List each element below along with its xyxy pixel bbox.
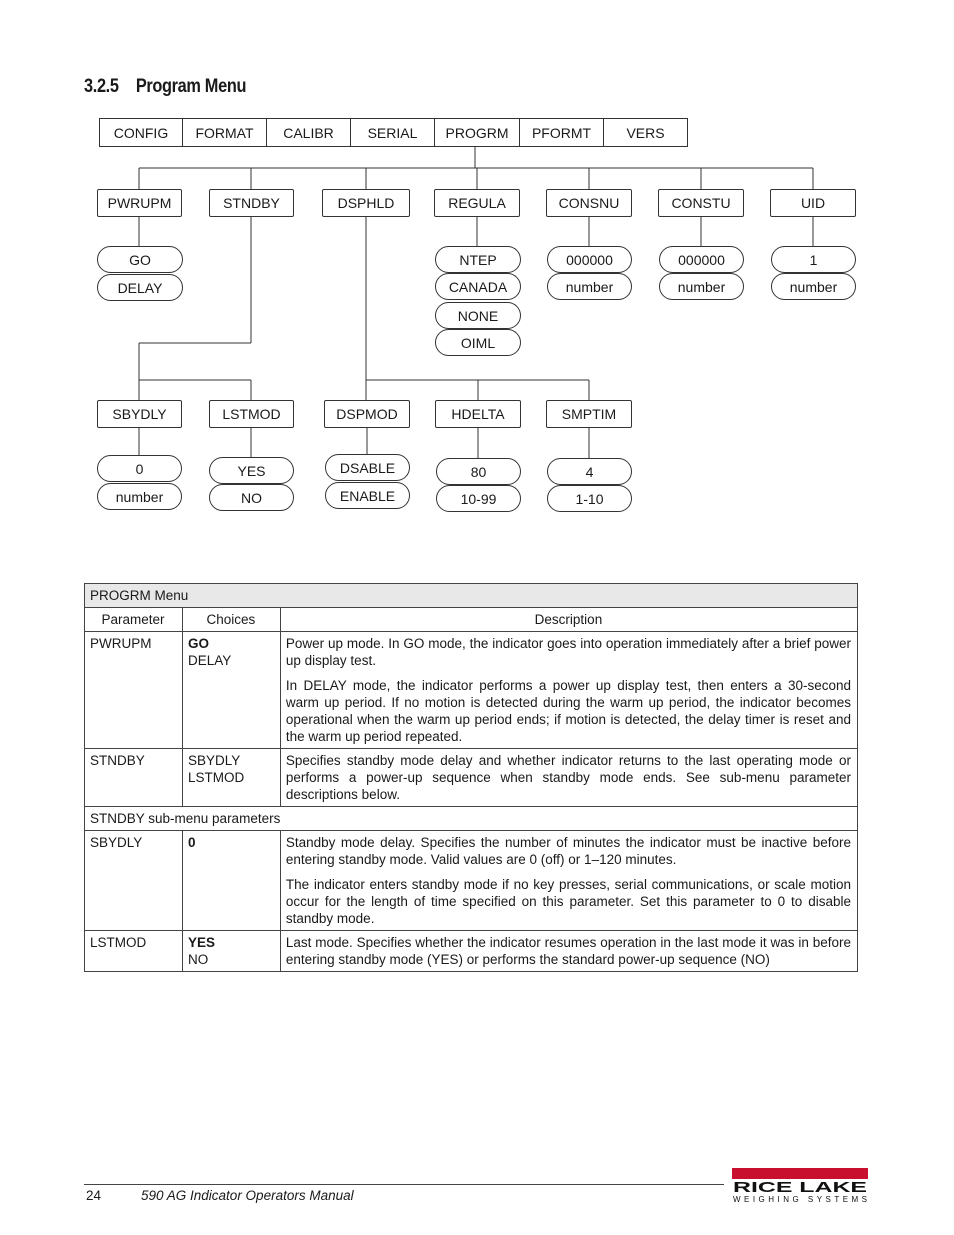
- choice-uid-range: number: [771, 273, 856, 300]
- choice: SBYDLY: [187, 753, 241, 768]
- choice-consnu-range: number: [547, 273, 632, 300]
- param-regula: REGULA: [434, 189, 520, 217]
- param-consnu: CONSNU: [546, 189, 632, 217]
- param-dspmod: DSPMOD: [324, 400, 410, 428]
- choice-lstmod-yes: YES: [209, 457, 294, 484]
- choice-constu-range: number: [659, 273, 744, 300]
- menu-tab-pformt: PFORMT: [520, 118, 604, 147]
- choice: NO: [187, 952, 209, 967]
- choice-pwrupm-go: GO: [97, 246, 183, 273]
- choices-cell: [182, 749, 280, 807]
- description-paragraph: Standby mode delay. Specifies the number of minutes the indicator must be inactive before entering standby mode. Valid values are 0 (off) or 1–120 minutes.: [285, 835, 851, 867]
- table-row: [85, 931, 858, 972]
- choice: DELAY: [187, 653, 232, 668]
- progrm-menu-table: [84, 583, 858, 972]
- footer-rule: [84, 1184, 724, 1185]
- choices-cell: [182, 831, 280, 931]
- choice-regula-canada: CANADA: [435, 273, 521, 300]
- menu-tab-calibr: CALIBR: [267, 118, 351, 147]
- table-row: [85, 831, 858, 931]
- page-number: 24: [86, 1188, 102, 1203]
- choice-constu-value: 000000: [659, 246, 744, 273]
- choice-regula-oiml: OIML: [435, 329, 521, 356]
- param-uid: UID: [770, 189, 856, 217]
- choice-hdelta-range: 10-99: [436, 485, 521, 512]
- description-cell: [280, 831, 857, 931]
- param-dsphld: DSPHLD: [322, 189, 410, 217]
- param-constu: CONSTU: [658, 189, 744, 217]
- logo-subtext: WEIGHING SYSTEMS: [733, 1195, 867, 1204]
- choice-sbydly-range: number: [97, 483, 182, 510]
- table-subheader: STNDBY sub-menu parameters: [85, 807, 858, 831]
- default-choice: YES: [187, 935, 215, 950]
- param-cell: STNDBY: [85, 749, 183, 807]
- section-title: Program Menu: [135, 76, 247, 97]
- description-cell: [280, 632, 857, 749]
- param-cell: LSTMOD: [85, 931, 183, 972]
- default-choice: 0: [187, 835, 196, 850]
- param-cell: SBYDLY: [85, 831, 183, 931]
- param-lstmod: LSTMOD: [209, 400, 294, 428]
- choice-consnu-value: 000000: [547, 246, 632, 273]
- menu-tab-progrm: PROGRM: [435, 118, 520, 147]
- menu-tab-serial: SERIAL: [351, 118, 435, 147]
- description-cell: [280, 931, 857, 972]
- document-title: 590 AG Indicator Operators Manual: [141, 1188, 354, 1203]
- description-paragraph: In DELAY mode, the indicator performs a power up display test, then enters a 30-second warm up period. If no motion is detected during the warm up period, the indicator becomes operational when the warm up period ends; if motion is detected, the delay timer is reset and the warm up period repeated.: [285, 678, 851, 744]
- column-header-description: Description: [280, 608, 857, 632]
- default-choice: GO: [187, 636, 209, 651]
- choice-dspmod-enable: ENABLE: [325, 482, 410, 509]
- table-title: PROGRM Menu: [85, 584, 858, 608]
- param-smptim: SMPTIM: [546, 400, 632, 428]
- choices-cell: [182, 632, 280, 749]
- menu-tab-vers: VERS: [604, 118, 688, 147]
- top-menu-row: [99, 118, 688, 147]
- choices-cell: [182, 931, 280, 972]
- param-hdelta: HDELTA: [435, 400, 521, 428]
- param-sbydly: SBYDLY: [97, 400, 182, 428]
- choice-sbydly-value: 0: [97, 455, 182, 482]
- choice-smptim-value: 4: [547, 458, 632, 485]
- choice-pwrupm-delay: DELAY: [97, 274, 183, 301]
- choice-regula-none: NONE: [435, 302, 521, 329]
- menu-tab-config: CONFIG: [99, 118, 183, 147]
- description-paragraph: Last mode. Specifies whether the indicator resumes operation in the last mode it was in before entering standby mode (YES) or performs the standard power-up sequence (NO): [285, 935, 851, 967]
- param-cell: PWRUPM: [85, 632, 183, 749]
- choice-regula-ntep: NTEP: [435, 246, 521, 273]
- column-header-parameter: Parameter: [85, 608, 183, 632]
- table-row: [85, 749, 858, 807]
- menu-tab-format: FORMAT: [183, 118, 267, 147]
- description-paragraph: Specifies standby mode delay and whether indicator returns to the last operating mode or performs a power-up sequence when standby mode ends. See sub-menu parameter descriptions below.: [285, 753, 851, 802]
- choice-hdelta-value: 80: [436, 458, 521, 485]
- program-menu-diagram: [0, 0, 954, 540]
- table-header-row: [85, 608, 858, 632]
- param-pwrupm: PWRUPM: [97, 189, 182, 217]
- description-paragraph: The indicator enters standby mode if no key presses, serial communications, or scale motion occur for the length of time specified on this parameter. Set this parameter to 0 to disable standby mode.: [285, 877, 851, 926]
- description-cell: [280, 749, 857, 807]
- choice-smptim-range: 1-10: [547, 485, 632, 512]
- param-stndby: STNDBY: [209, 189, 294, 217]
- logo-red-bar: [732, 1168, 868, 1179]
- choice-lstmod-no: NO: [209, 484, 294, 511]
- table-row: [85, 632, 858, 749]
- choice-uid-value: 1: [771, 246, 856, 273]
- choice: LSTMOD: [187, 770, 245, 785]
- logo-wordmark: RICE LAKE: [733, 1179, 867, 1196]
- table-subheader-row: [85, 807, 858, 831]
- description-paragraph: Power up mode. In GO mode, the indicator goes into operation immediately after a brief power up display test.: [285, 636, 851, 668]
- table-title-row: [85, 584, 858, 608]
- section-number: 3.2.5: [84, 76, 119, 97]
- choice-dspmod-dsable: DSABLE: [325, 454, 410, 481]
- column-header-choices: Choices: [182, 608, 280, 632]
- rice-lake-logo: [730, 1167, 870, 1207]
